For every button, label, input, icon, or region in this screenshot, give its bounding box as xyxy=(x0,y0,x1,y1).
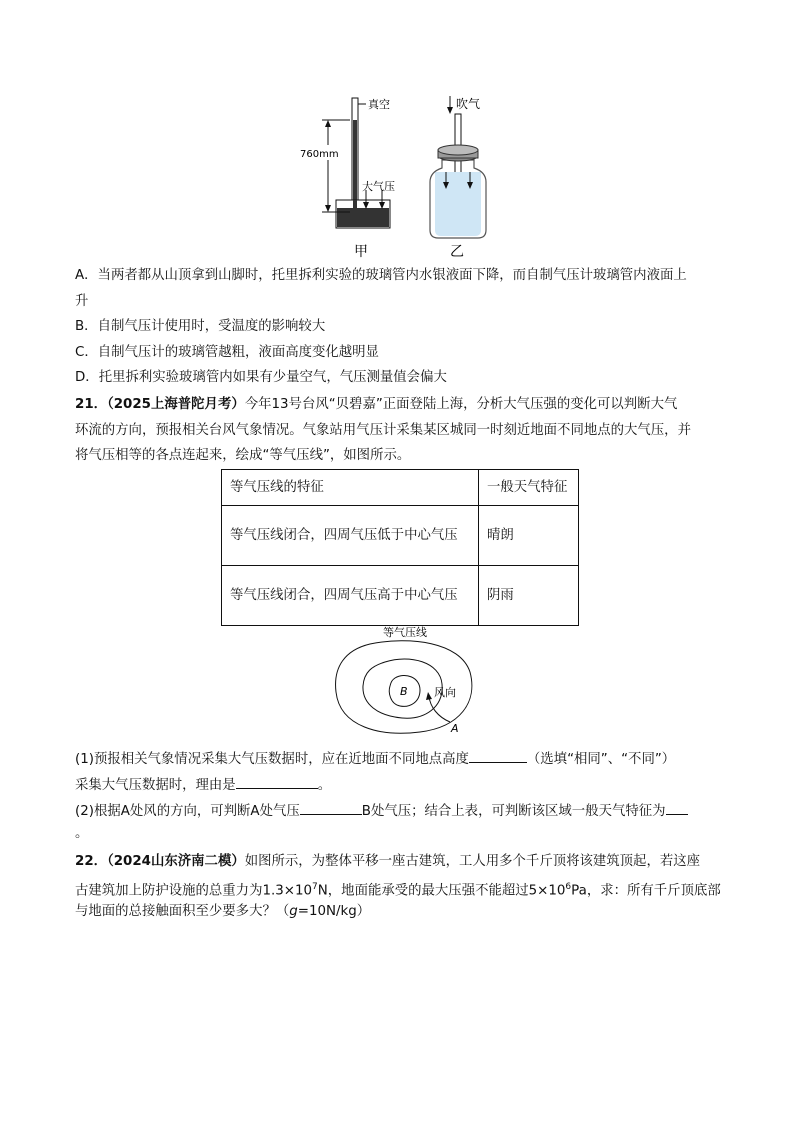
q22-line3: 与地面的总接触面积至少要多大？（g=10N/kg） xyxy=(75,904,371,919)
table-header-row xyxy=(222,470,579,506)
torricelli-apparatus xyxy=(322,98,390,228)
q21-line3: 将气压相等的各点连起来，绘成“等气压线”，如图所示。 xyxy=(75,448,411,463)
answer-blank-2[interactable] xyxy=(236,774,318,789)
q21-source: （2025上海普陀月考） xyxy=(107,397,245,412)
q21-line2: 环流的方向，预报相关台风气象情况。气象站用气压计采集某区城同一时刻近地面不同地点的大气压，并 xyxy=(75,423,691,438)
option-c: C．自制气压计的玻璃管越粗，液面高度变化越明显 xyxy=(75,345,379,360)
q22-line2: 古建筑加上防护设施的总重力为$1.3\times 10^7N$，地面能承受的最大压强不能超过$5\times 10^6Pa$，求：所有千斤顶底部 xyxy=(75,882,721,899)
q22-number: 22． xyxy=(75,854,108,869)
row1-weather: 晴朗 xyxy=(479,506,579,566)
vacuum-label: 真空 xyxy=(368,98,390,111)
isobar-feature-table xyxy=(221,469,579,626)
q21-sub1-line1: (1)预报相关气象情况采集大气压数据时，应在近地面不同地点高度 （选填“相同”、“不同”） xyxy=(75,748,675,770)
answer-blank-1[interactable] xyxy=(469,748,527,763)
answer-blank-3[interactable] xyxy=(300,800,362,815)
homemade-barometer xyxy=(430,96,486,238)
table-row xyxy=(222,566,579,626)
answer-blank-4[interactable] xyxy=(666,800,688,815)
q21-number: 21． xyxy=(75,397,108,412)
point-b: B xyxy=(400,685,408,698)
q21-sub1-line2: 采集大气压数据时，理由是 。 xyxy=(75,774,331,796)
q21-line1 xyxy=(75,395,677,415)
option-b: B．自制气压计使用时，受温度的影响较大 xyxy=(75,319,326,334)
wind-direction-label: 风向 xyxy=(434,686,456,699)
q21-sub2-line1: (2)根据A处风的方向，可判断A处气压 B处气压；结合上表，可判断该区域一般天气特征为 xyxy=(75,800,688,822)
yi-label: 乙 xyxy=(450,244,464,260)
header-feature: 等气压线的特征 xyxy=(222,470,479,506)
row2-feature: 等气压线闭合，四周气压高于中心气压 xyxy=(222,566,479,626)
q21-line1-text: 今年13号台风“贝碧嘉”正面登陆上海，分析大气压强的变化可以判断大气 xyxy=(244,397,678,412)
q22-source: （2024山东济南二模） xyxy=(107,854,245,869)
q21-sub2-line2: 。 xyxy=(75,826,89,841)
barometer-figure xyxy=(300,90,510,260)
row2-weather: 阴雨 xyxy=(479,566,579,626)
blow-label: 吹气 xyxy=(456,97,481,111)
point-a: A xyxy=(451,722,459,735)
row1-feature: 等气压线闭合，四周气压低于中心气压 xyxy=(222,506,479,566)
isobar-figure xyxy=(330,622,480,742)
table-row xyxy=(222,506,579,566)
q22-line1-text: 如图所示，为整体平移一座古建筑，工人用多个千斤顶将该建筑顶起，若这座 xyxy=(244,854,701,869)
isobar-title: 等气压线 xyxy=(383,626,427,639)
atm-label: 大气压 xyxy=(362,180,395,193)
jia-label: 甲 xyxy=(354,244,368,260)
header-weather: 一般天气特征 xyxy=(479,470,579,506)
q22-line1 xyxy=(75,852,700,872)
option-d: D．托里拆利实验玻璃管内如果有少量空气，气压测量值会偏大 xyxy=(75,370,447,385)
option-a-line2: 升 xyxy=(75,294,89,309)
option-a-line1: A．当两者都从山顶拿到山脚时，托里拆利实验的玻璃管内水银液面下降，而自制气压计玻璃管内液面上 xyxy=(75,268,687,283)
height-label: 760mm xyxy=(300,149,339,160)
